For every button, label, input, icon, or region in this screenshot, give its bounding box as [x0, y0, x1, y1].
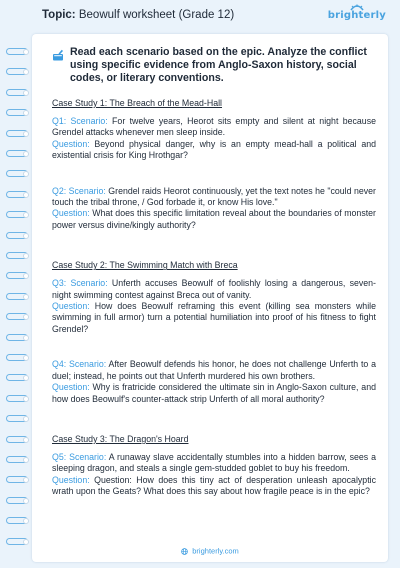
- instructions-text: Read each scenario based on the epic. Analyze the conflict using specific evidence from Anglo-Saxon history, social codes, or literary conventions.: [70, 46, 367, 84]
- ring-hole: [23, 233, 29, 239]
- question-label: Question:: [52, 301, 90, 312]
- ring-hole: [23, 90, 29, 96]
- spiral-ring: [6, 109, 30, 117]
- question-label: Question:: [52, 138, 90, 149]
- ring-hole: [23, 131, 29, 137]
- ring-hole: [23, 314, 29, 320]
- spiral-ring: [6, 252, 30, 260]
- spiral-ring: [6, 68, 30, 76]
- question-3: [52, 278, 376, 335]
- globe-icon: [181, 548, 188, 555]
- ring-hole: [23, 518, 29, 524]
- question-1: [52, 116, 376, 162]
- spiral-ring: [6, 476, 30, 484]
- scenario-text: After Beowulf defends his honor, he does not challenge Unferth to a duel; instead, he points out that Unferth murdered his own brothers.: [52, 359, 377, 381]
- spiral-ring: [6, 130, 30, 138]
- worksheet-content: [52, 46, 376, 498]
- ring-hole: [23, 273, 29, 279]
- spiral-ring: [6, 48, 30, 56]
- question-2: [52, 186, 376, 232]
- question-label: Question:: [52, 208, 90, 219]
- topic-label: Topic:: [42, 9, 76, 21]
- topic-value: Beowulf worksheet (Grade 12): [78, 9, 235, 21]
- footer[interactable]: [32, 546, 388, 556]
- spiral-ring: [6, 517, 30, 525]
- ring-hole: [23, 49, 29, 55]
- ring-hole: [23, 498, 29, 504]
- spiral-ring: [6, 170, 30, 178]
- worksheet-card: [32, 34, 388, 562]
- ring-hole: [23, 335, 29, 341]
- spiral-binding: [6, 48, 32, 558]
- scenario-label: Scenario:: [70, 278, 108, 289]
- spiral-ring: [6, 272, 30, 280]
- ring-hole: [23, 437, 29, 443]
- question-label: Question:: [52, 474, 90, 485]
- ring-hole: [23, 477, 29, 483]
- spiral-ring: [6, 293, 30, 301]
- logo-text: brighterly: [327, 10, 386, 21]
- scenario-text: For twelve years, Heorot sits empty and silent at night because Grendel attacks whenever men sleep inside.: [52, 116, 376, 138]
- spiral-ring: [6, 374, 30, 382]
- spiral-ring: [6, 211, 30, 219]
- spiral-ring: [6, 354, 30, 362]
- spiral-ring: [6, 538, 30, 546]
- ring-hole: [23, 151, 29, 157]
- ring-hole: [23, 212, 29, 218]
- pencil-book-icon: [52, 49, 64, 61]
- spiral-ring: [6, 334, 30, 342]
- question-text: Beyond physical danger, why is an empty mead-hall a political and existential crisis for King Hrothgar?: [52, 138, 376, 161]
- scenario-label: Scenario:: [70, 116, 108, 126]
- spiral-ring: [6, 313, 30, 321]
- spiral-ring: [6, 191, 30, 199]
- question-number: Q2:: [52, 185, 67, 196]
- question-label: Question:: [52, 382, 90, 393]
- ring-hole: [23, 110, 29, 116]
- ring-hole: [23, 355, 29, 361]
- question-number: Q4:: [52, 359, 67, 370]
- case-study-1-title: Case Study 1: The Breach of the Mead-Hall: [52, 98, 223, 108]
- scenario-label: Scenario:: [68, 185, 106, 196]
- question-number: Q3:: [52, 278, 67, 289]
- spiral-ring: [6, 415, 30, 423]
- question-text: How does Beowulf reframing this event (killing sea monsters while swimming in full armor) turn a potential humiliation into proof of his fitness to fight Grendel?: [52, 301, 376, 334]
- spiral-ring: [6, 497, 30, 505]
- spiral-ring: [6, 395, 30, 403]
- ring-hole: [23, 457, 29, 463]
- question-text: Why is fratricide considered the ultimate sin in Anglo-Saxon culture, and how does Beowulf's counter-attack strip Unferth of all moral authority?: [52, 382, 376, 404]
- topic: [42, 9, 234, 21]
- ring-hole: [23, 416, 29, 422]
- scenario-text: A runaway slave accidentally stumbles into a hidden barrow, sees a sleeping dragon, and steals a single gem-studded goblet to buy his freedom.: [52, 451, 376, 474]
- spiral-ring: [6, 456, 30, 464]
- ring-hole: [23, 539, 29, 545]
- spiral-ring: [6, 89, 30, 97]
- ring-hole: [23, 294, 29, 300]
- spiral-ring: [6, 232, 30, 240]
- spiral-ring: [6, 436, 30, 444]
- question-number: Q1:: [52, 116, 67, 126]
- brand-logo[interactable]: [328, 4, 386, 21]
- scenario-text: Unferth accuses Beowulf of foolishly losing a dangerous, seven-night swimming contest against Breca out of vanity.: [52, 278, 376, 300]
- ring-hole: [23, 69, 29, 75]
- ring-hole: [23, 171, 29, 177]
- ring-hole: [23, 192, 29, 198]
- ring-hole: [23, 375, 29, 381]
- instructions: [52, 46, 376, 85]
- spiral-ring: [6, 150, 30, 158]
- scenario-text: Grendel raids Heorot continuously, yet the text notes he "could never touch the tribal throne, / God forbade it, or know His love.": [52, 185, 376, 208]
- footer-url: brighterly.com: [192, 546, 239, 556]
- question-text: What does this specific limitation reveal about the boundaries of monster power versus divine/kingly authority?: [52, 208, 376, 230]
- question-4: [52, 359, 376, 405]
- question-number: Q5:: [52, 451, 67, 462]
- header: [0, 0, 400, 34]
- case-study-2-title: Case Study 2: The Swimming Match with Breca: [52, 260, 238, 271]
- scenario-label: Scenario:: [69, 359, 107, 370]
- scenario-label: Scenario:: [69, 451, 107, 462]
- ring-hole: [23, 253, 29, 259]
- question-5: [52, 452, 376, 498]
- case-study-3-title: Case Study 3: The Dragon's Hoard: [52, 433, 189, 444]
- question-text: Question: How does this tiny act of desperation unleash apocalyptic wrath upon the Geats? What does this say about how fragile peace is in the epic?: [52, 474, 376, 497]
- ring-hole: [23, 396, 29, 402]
